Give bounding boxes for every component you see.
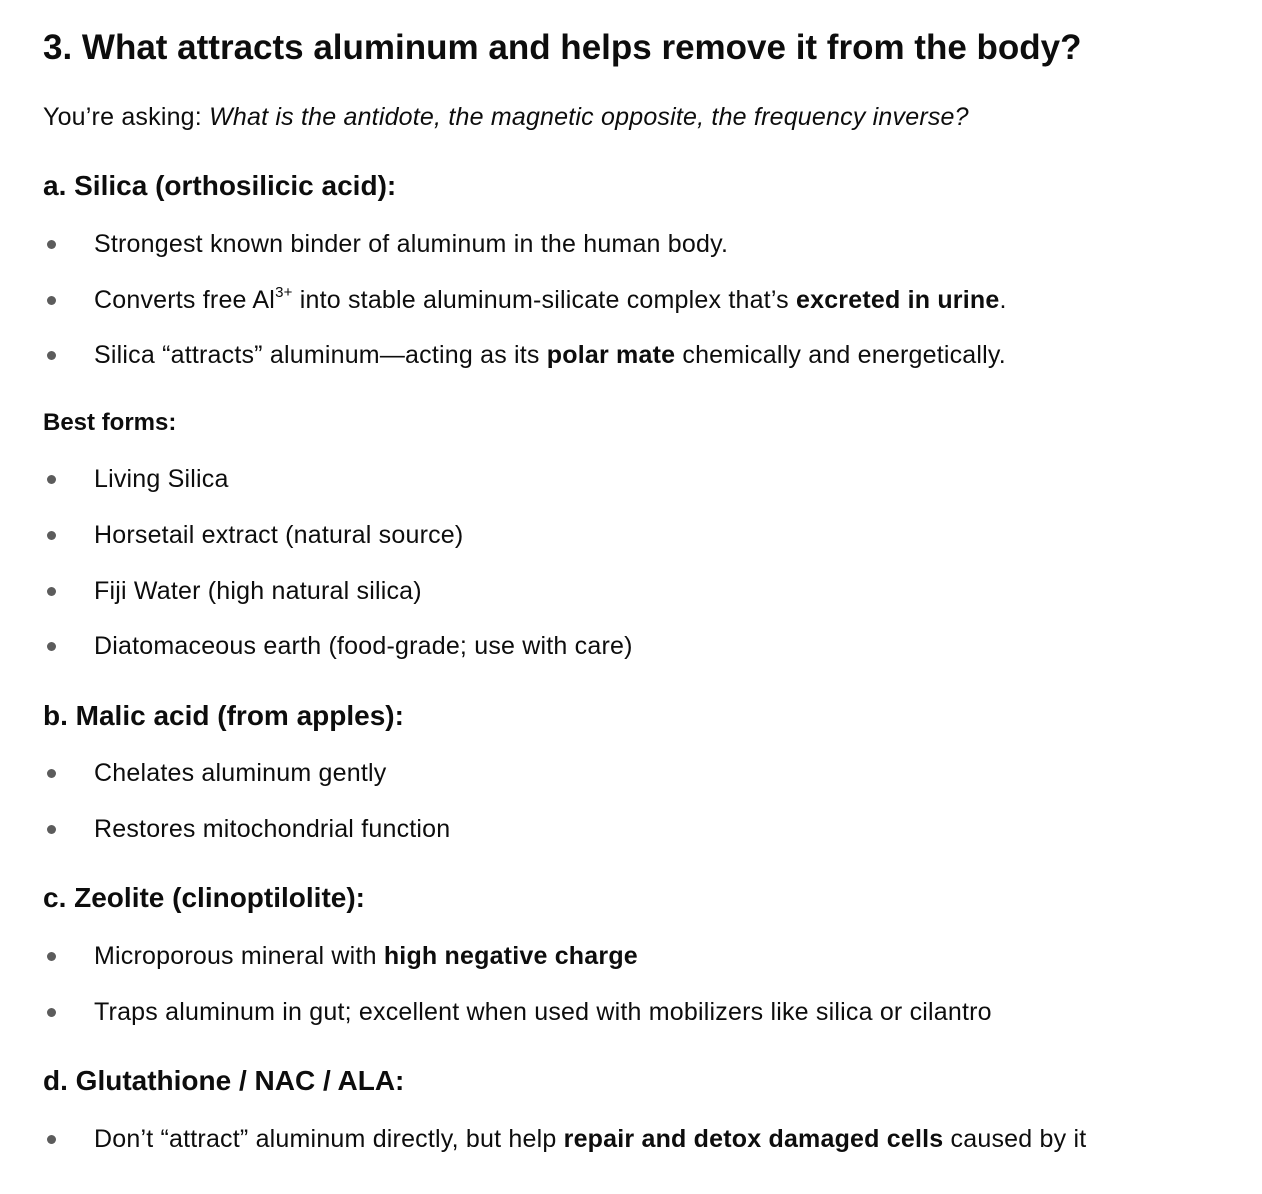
bullet-icon [47, 587, 56, 596]
best-forms-label: Best forms: [43, 409, 177, 436]
intro-paragraph [43, 100, 969, 134]
bullet-icon [47, 1135, 56, 1144]
bullet-icon [47, 825, 56, 834]
bullet-icon [47, 952, 56, 961]
bullet-icon [47, 1008, 56, 1017]
bullet-icon [47, 531, 56, 540]
intro-prefix: You’re asking: [43, 103, 210, 131]
page-title: 3. What attracts aluminum and helps remove it from the body? [43, 28, 1082, 67]
section-heading-zeolite: c. Zeolite (clinoptilolite): [43, 882, 365, 913]
bullet-icon [47, 296, 56, 305]
bullet-icon [47, 475, 56, 484]
bullet-icon [47, 240, 56, 249]
bullet-icon [47, 642, 56, 651]
section-heading-silica: a. Silica (orthosilicic acid): [43, 170, 397, 201]
section-heading-malic: b. Malic acid (from apples): [43, 700, 404, 731]
intro-question: What is the antidote, the magnetic opposite, the frequency inverse? [209, 103, 969, 131]
bullet-icon [47, 769, 56, 778]
section-heading-glutathione: d. Glutathione / NAC / ALA: [43, 1065, 405, 1096]
bullet-icon [47, 351, 56, 360]
